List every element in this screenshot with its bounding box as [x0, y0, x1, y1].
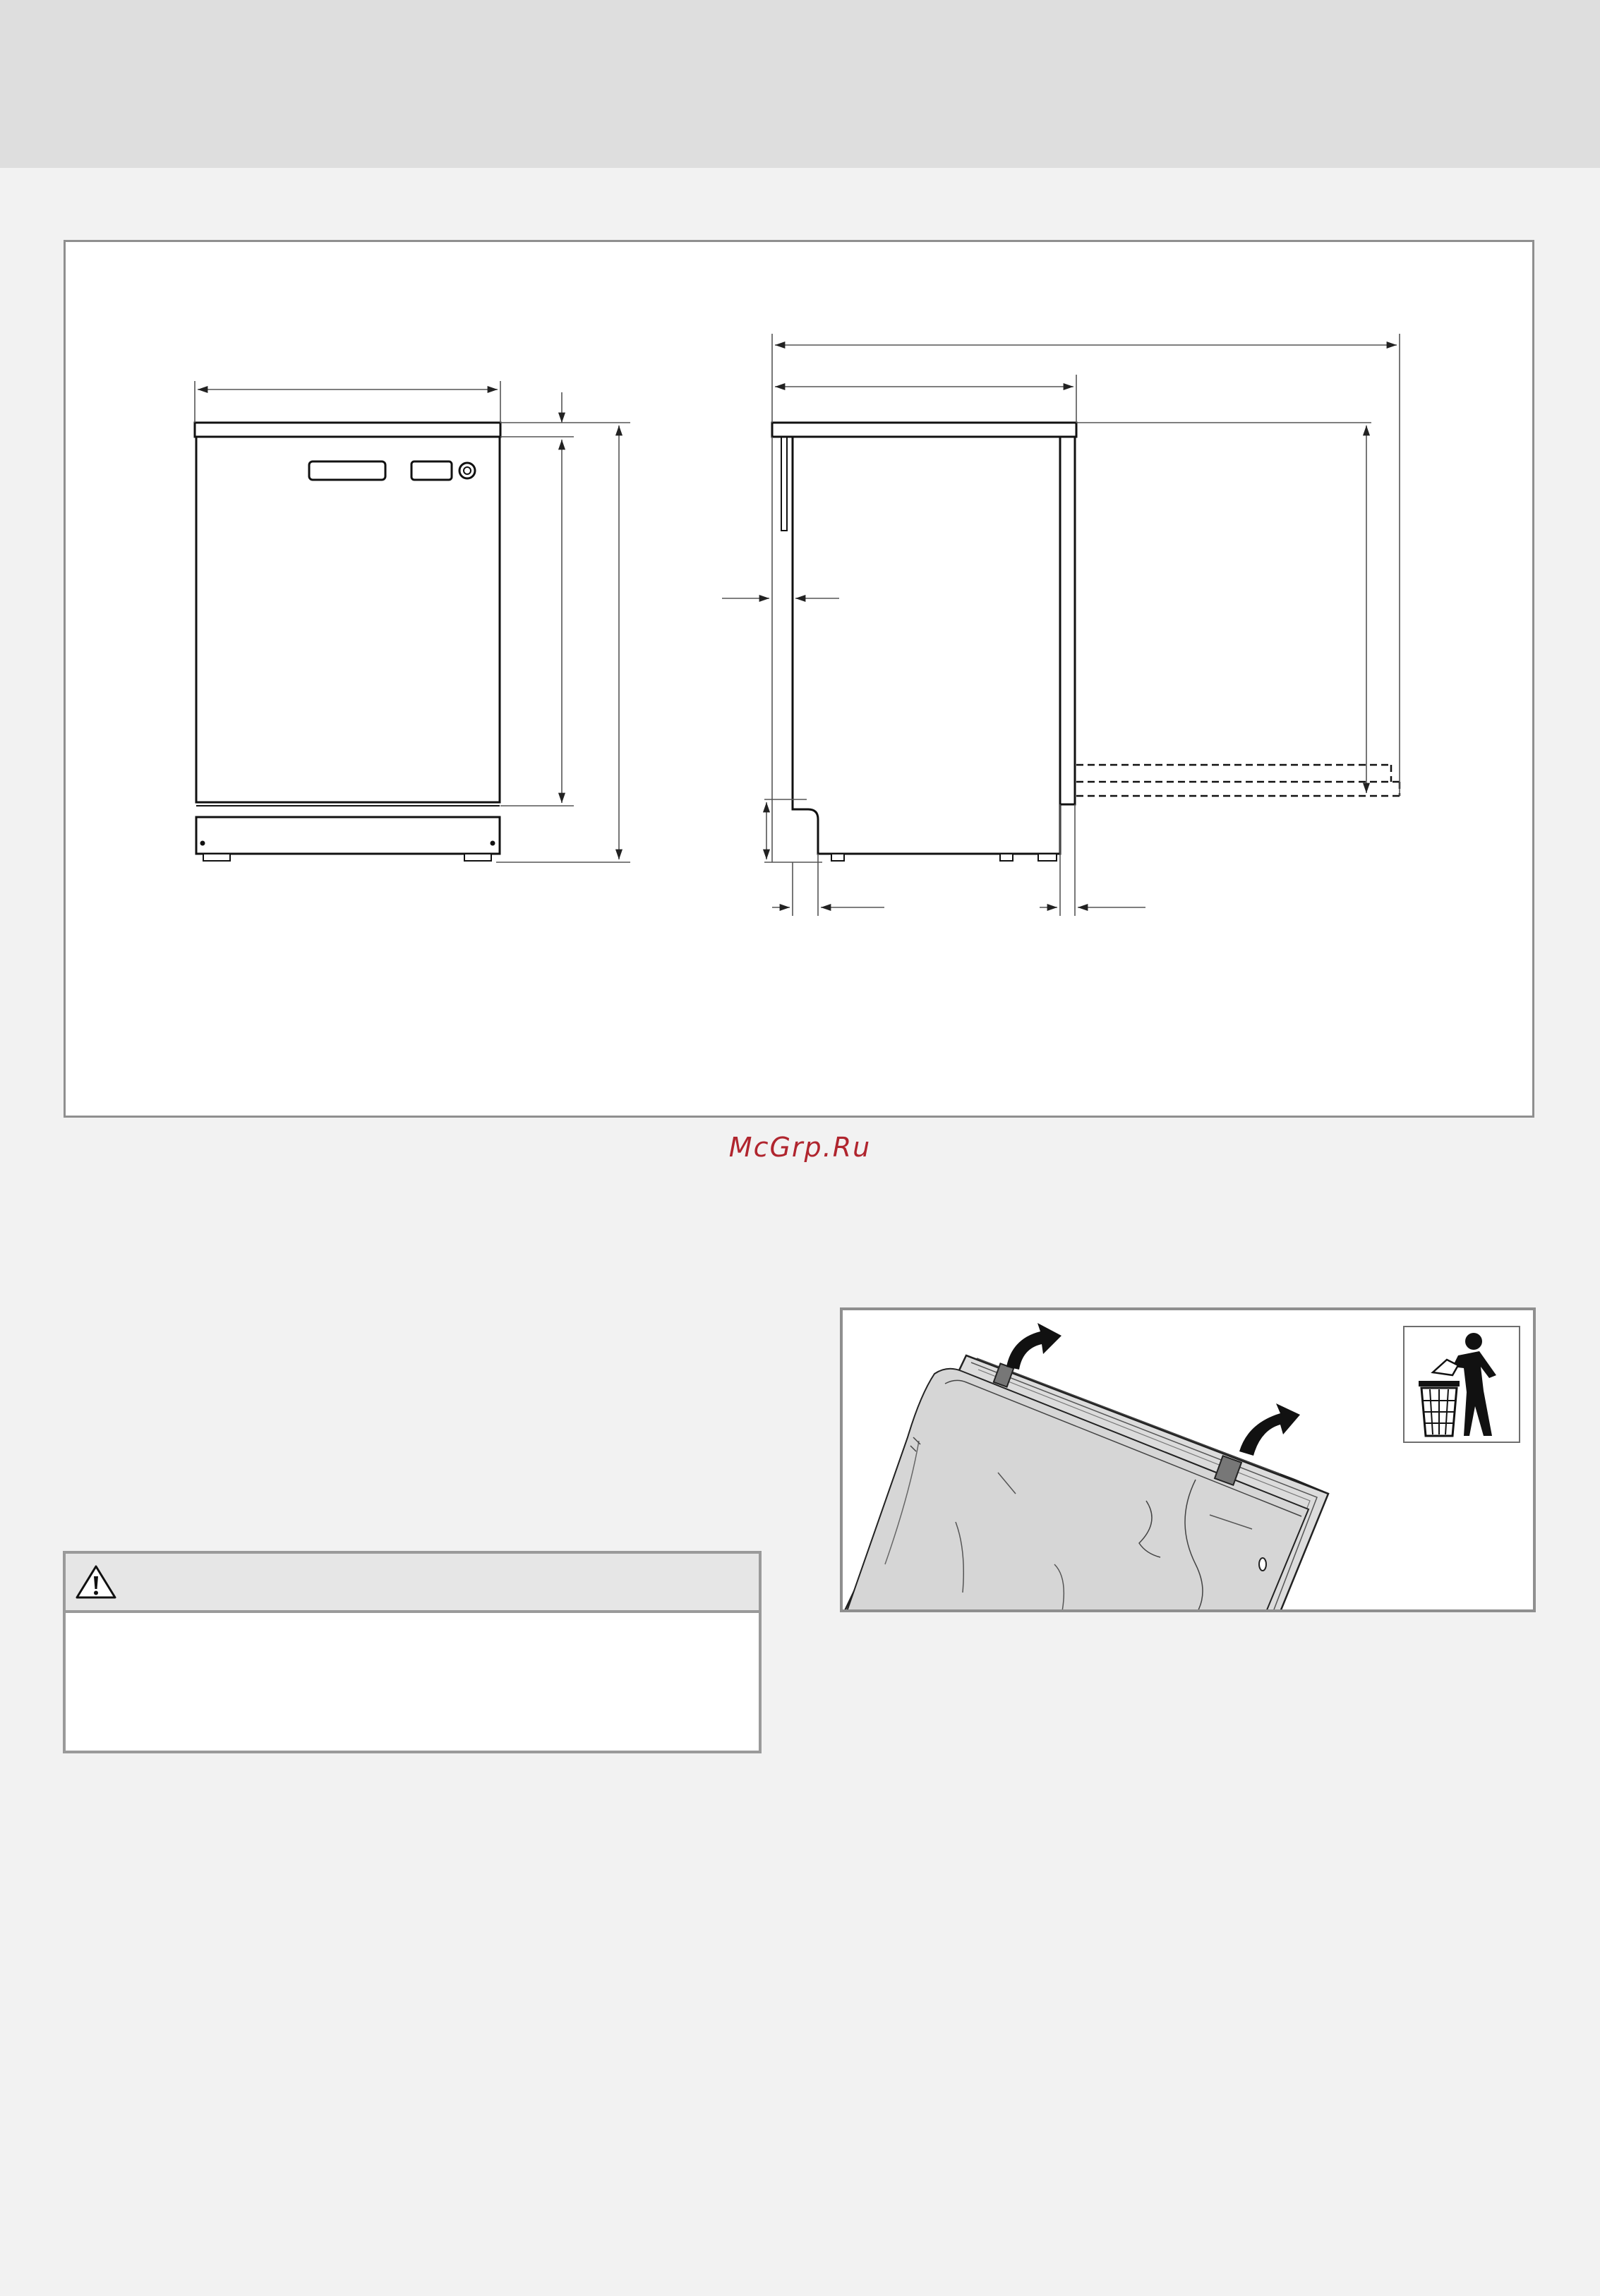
watermark: McGrp.Ru	[728, 1132, 872, 1163]
warning-triangle-icon	[74, 1564, 118, 1600]
dimension-figure	[64, 240, 1534, 1118]
header-band	[0, 0, 1600, 168]
lift-arrow-icon	[1006, 1323, 1061, 1370]
lift-arrow-icon	[1239, 1403, 1300, 1456]
dimension-drawing	[66, 242, 1536, 1120]
packaging-removal-figure	[840, 1307, 1536, 1612]
warning-header	[66, 1554, 759, 1613]
dispose-in-bin-icon	[1403, 1326, 1520, 1443]
side-view	[772, 423, 1076, 861]
open-door-outline	[1076, 765, 1400, 796]
front-view	[195, 423, 500, 861]
warning-box	[63, 1551, 762, 1753]
